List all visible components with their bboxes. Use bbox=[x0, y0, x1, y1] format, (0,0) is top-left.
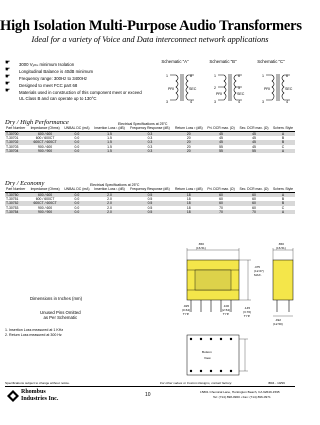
table-cell: T-30704 bbox=[5, 149, 28, 153]
page-number: 10 bbox=[145, 392, 151, 398]
table-cell: B bbox=[281, 136, 285, 141]
pin-label: 1 bbox=[214, 74, 216, 78]
feature-item: ☛ Materials used in construction of this component meet or exceed UL Class B and can operate up to 130°C bbox=[5, 88, 142, 101]
footer-divider bbox=[5, 386, 295, 387]
pin-label: 4 bbox=[238, 100, 240, 104]
pri-label: PRI bbox=[264, 87, 270, 91]
transformer-bottom-view bbox=[187, 335, 239, 375]
spec-change-note: Specifications subject to change without notice. bbox=[5, 381, 70, 385]
pointing-hand-icon: ☛ bbox=[5, 74, 11, 81]
table-cell: 600CT / 600CT bbox=[28, 201, 62, 205]
feature-list bbox=[5, 62, 145, 103]
page-subtitle: Ideal for a variety of Voice and Data interconnect network applications bbox=[31, 35, 269, 44]
table-cell: 70 bbox=[237, 210, 271, 214]
feature-item: ☛ 3000 Vₓₘₛ minimum Isolation bbox=[5, 60, 75, 67]
table-cell: T-30750 bbox=[5, 192, 28, 197]
table-cell: A bbox=[271, 131, 295, 136]
table-cell: A bbox=[271, 149, 295, 153]
table-cell: T-30702 bbox=[5, 140, 28, 144]
dim-pin-pitch: .100 (2.54) TYP. bbox=[222, 304, 231, 316]
table-cell: T-30752 bbox=[5, 201, 28, 205]
table-cell: 20 bbox=[173, 131, 205, 136]
table-cell: B bbox=[281, 197, 285, 202]
table-cell: 0.3 bbox=[147, 136, 153, 141]
spec-table-dry-high bbox=[5, 127, 295, 153]
table-cell: 2.0 bbox=[107, 197, 112, 202]
table-cell: T-30700 bbox=[5, 131, 28, 136]
table-cell: 0.3 bbox=[127, 149, 172, 153]
pin-label: 8 bbox=[190, 74, 192, 78]
dimensions-units-note: Dimensions in Inches (mm) bbox=[30, 296, 83, 301]
column-header: Impedance (Ohms) bbox=[28, 188, 62, 192]
table-cell: A bbox=[271, 210, 295, 214]
footnotes bbox=[5, 328, 63, 337]
table-cell: 1.5 bbox=[92, 140, 127, 144]
schematic-c-label: Schematic "C" bbox=[257, 59, 285, 64]
view-label: View bbox=[204, 356, 211, 360]
table-cell: 20 bbox=[186, 144, 191, 149]
column-header: Schem. Style bbox=[271, 127, 295, 131]
column-header: Frequency Response (dB) bbox=[127, 127, 172, 131]
table-cell: T-30753 bbox=[6, 205, 19, 210]
table-cell: 2.0 bbox=[92, 192, 127, 197]
footnote: 1. Insertion Loss measured at 1 KHz bbox=[5, 328, 64, 332]
table-cell: 60 bbox=[237, 201, 271, 205]
pointing-hand-icon: ☛ bbox=[5, 60, 11, 66]
table-cell: 45 bbox=[205, 140, 237, 144]
table-cell: 45 bbox=[237, 131, 271, 136]
pin-label: 4 bbox=[286, 100, 288, 104]
section-title-dry-economy: Dry / Economy bbox=[5, 180, 45, 187]
table-cell: C bbox=[281, 144, 285, 149]
table-cell: 70 bbox=[219, 205, 223, 210]
table-cell: 0.0 bbox=[74, 136, 80, 141]
dim-side-width: .650 (16.51) bbox=[276, 242, 286, 250]
table-cell: 0.0 bbox=[74, 197, 80, 202]
table-cell: 60 bbox=[252, 205, 256, 210]
column-header: Schem. Style bbox=[271, 188, 295, 192]
section-note: Electrical Specifications at 25°C bbox=[90, 183, 140, 187]
table-cell: A bbox=[271, 192, 295, 197]
table-cell: 0.3 bbox=[127, 131, 172, 136]
table-cell: 0.5 bbox=[127, 192, 172, 197]
company-phone: Tel: (714) 898-0960 • Fax: (714) 896-0971 bbox=[213, 395, 271, 399]
bottom-label: Bottom bbox=[202, 350, 212, 354]
table-cell: C bbox=[281, 205, 285, 210]
unused-pins-note: Unused Pins Omitted as Per Schematic bbox=[40, 310, 81, 320]
table-cell: 0.5 bbox=[127, 201, 172, 205]
table-cell: 0.0 bbox=[74, 144, 80, 149]
pin-label: 4 bbox=[190, 100, 192, 104]
company-name: Rhombus Industries Inc. bbox=[21, 389, 59, 402]
column-header: Return Loss ² (dB) bbox=[173, 188, 205, 192]
dim-pin-len: .145 (3.70) TYP. bbox=[243, 306, 252, 318]
mechanical-drawing bbox=[135, 240, 300, 385]
rhombus-logo-icon bbox=[7, 390, 19, 402]
table-cell: 60 bbox=[205, 192, 237, 197]
table-cell: 18 bbox=[186, 205, 191, 210]
transformer-side-view bbox=[273, 260, 293, 300]
table-cell: 600 / 600CT bbox=[35, 197, 55, 202]
table-cell: 0.0 bbox=[74, 205, 80, 210]
table-cell: 0.0 bbox=[62, 140, 92, 144]
dim-top-width: .650 (16.51) bbox=[196, 242, 206, 250]
dim-pin-dia: .025 (0.64) TYP. bbox=[182, 304, 191, 316]
column-header: Pri. DCR max. (Ω) bbox=[205, 188, 237, 192]
table-row bbox=[5, 149, 295, 153]
column-header: UNBAL DC (mA) bbox=[62, 127, 92, 131]
table-cell: 0.0 bbox=[62, 149, 92, 153]
table-cell: 60 bbox=[205, 201, 237, 205]
table-cell: 18 bbox=[173, 192, 205, 197]
table-cell: 0.3 bbox=[127, 140, 172, 144]
table-cell: 18 bbox=[173, 201, 205, 205]
table-cell: 0.0 bbox=[62, 201, 92, 205]
table-cell: 20 bbox=[173, 140, 205, 144]
table-cell: 2.0 bbox=[92, 201, 127, 205]
table-cell: 600 / 600CT bbox=[35, 136, 55, 141]
pin-label: 3 bbox=[262, 100, 264, 104]
table-cell: 900 / 900 bbox=[28, 210, 62, 214]
table-cell: T-30701 bbox=[6, 136, 19, 141]
doc-code: IB04 - 10/99 bbox=[268, 381, 285, 385]
sec-label: SEC bbox=[189, 87, 197, 91]
table-cell: 1.5 bbox=[107, 136, 112, 141]
section-title-dry-high: Dry / High Performance bbox=[5, 119, 69, 126]
table-cell: 45 bbox=[205, 131, 237, 136]
column-header: Frequency Response (dB) bbox=[127, 188, 172, 192]
table-cell: 0.5 bbox=[147, 197, 153, 202]
table-cell: 55 bbox=[205, 149, 237, 153]
table-cell: 45 bbox=[237, 140, 271, 144]
table-cell: 0.5 bbox=[147, 205, 153, 210]
column-header: Part Number bbox=[5, 188, 28, 192]
table-cell: 2.0 bbox=[107, 205, 112, 210]
custom-design-note: For other values or Custom Designs, contact factory. bbox=[160, 381, 232, 385]
table-header-row bbox=[5, 188, 295, 192]
column-header: Insertion Loss ¹ (dB) bbox=[92, 188, 127, 192]
column-header: Part Number bbox=[5, 127, 28, 131]
page-title: High Isolation Multi-Purpose Audio Transformers bbox=[0, 18, 302, 34]
dim-height: .475 (12.07) MAX. bbox=[254, 265, 264, 277]
table-cell: 1.5 bbox=[92, 149, 127, 153]
table-cell: 20 bbox=[186, 136, 191, 141]
pin-label: 3 bbox=[166, 100, 168, 104]
pri-label: PRI bbox=[216, 92, 222, 96]
table-cell: T-30703 bbox=[6, 144, 19, 149]
table-cell: 600CT / 600CT bbox=[28, 140, 62, 144]
column-header: Return Loss ² (dB) bbox=[173, 127, 205, 131]
column-header: Sec. DCR max. (Ω) bbox=[237, 188, 271, 192]
table-cell: 0.0 bbox=[62, 131, 92, 136]
table-cell: 55 bbox=[237, 149, 271, 153]
table-cell: B bbox=[271, 201, 295, 205]
pointing-hand-icon: ☛ bbox=[5, 67, 11, 74]
column-header: Sec. DCR max. (Ω) bbox=[237, 127, 271, 131]
pointing-hand-icon: ☛ bbox=[5, 88, 11, 95]
schematic-a-label: Schematic "A" bbox=[161, 59, 189, 64]
dim-row-spacing: .492 (12.50) bbox=[273, 318, 283, 326]
table-cell: 60 bbox=[252, 197, 256, 202]
table-cell: 900 / 600 bbox=[38, 205, 53, 210]
table-cell: 2.0 bbox=[92, 210, 127, 214]
feature-item: ☛ Designed to meet FCC part 68 bbox=[5, 81, 78, 89]
footnote: 2. Return Loss measured at 300 Hz bbox=[5, 332, 62, 337]
pin-label: 1 bbox=[262, 74, 264, 78]
pin-label: 2 bbox=[214, 86, 216, 90]
feature-item: ☛ Frequency range: 300Hz to 3400Hz bbox=[5, 74, 88, 82]
table-cell: T-30751 bbox=[6, 197, 19, 202]
table-cell: 600 / 600 bbox=[28, 192, 62, 197]
table-cell: T-30754 bbox=[5, 210, 28, 214]
table-cell: 60 bbox=[219, 197, 223, 202]
pin-label: 6 bbox=[286, 74, 288, 78]
pin-label: 3 bbox=[214, 100, 216, 104]
table-cell: 600 / 600 bbox=[28, 131, 62, 136]
pointing-hand-icon: ☛ bbox=[5, 81, 11, 88]
table-cell: 20 bbox=[173, 149, 205, 153]
pin-label: 1 bbox=[166, 74, 168, 78]
table-row bbox=[5, 201, 295, 205]
table-row bbox=[5, 210, 295, 214]
column-header: Insertion Loss ¹ (dB) bbox=[92, 127, 127, 131]
table-cell: 45 bbox=[252, 144, 256, 149]
schematics-drawing bbox=[150, 70, 300, 115]
table-cell: 0.0 bbox=[62, 210, 92, 214]
schematic-b-label: Schematic "B" bbox=[209, 59, 237, 64]
table-cell: 900 / 900 bbox=[28, 149, 62, 153]
table-cell: 1.5 bbox=[92, 131, 127, 136]
spec-table-dry-economy bbox=[5, 188, 295, 214]
table-row bbox=[5, 140, 295, 144]
pin-label: 6 bbox=[238, 74, 240, 78]
table-cell: 70 bbox=[205, 210, 237, 214]
table-cell: 45 bbox=[219, 136, 223, 141]
column-header: UNBAL DC (mA) bbox=[62, 188, 92, 192]
pri-label: PRI bbox=[168, 87, 174, 91]
table-cell: 1.5 bbox=[107, 144, 112, 149]
company-address: 15801 Chemical Lane, Huntington Beach, CA 92649-1595 bbox=[200, 390, 280, 394]
table-cell: 55 bbox=[219, 144, 223, 149]
section-note: Electrical Specifications at 25°C bbox=[118, 122, 168, 126]
column-header: Impedance (Ohms) bbox=[28, 127, 62, 131]
table-cell: 18 bbox=[186, 197, 191, 202]
table-cell: 45 bbox=[252, 136, 256, 141]
table-cell: 900 / 600 bbox=[38, 144, 53, 149]
pin-label: 5 bbox=[238, 86, 240, 90]
sec-label: SEC bbox=[285, 87, 293, 91]
table-cell: B bbox=[271, 140, 295, 144]
table-cell: 0.5 bbox=[127, 210, 172, 214]
table-cell: 0.3 bbox=[147, 144, 153, 149]
table-cell: 18 bbox=[173, 210, 205, 214]
sec-label: SEC bbox=[237, 92, 245, 96]
feature-item: ☛ Longitudinal Balance is 40dB minimum bbox=[5, 67, 94, 75]
table-cell: 60 bbox=[237, 192, 271, 197]
column-header: Pri. DCR max. (Ω) bbox=[205, 127, 237, 131]
table-header-row bbox=[5, 127, 295, 131]
table-cell: 0.0 bbox=[62, 192, 92, 197]
